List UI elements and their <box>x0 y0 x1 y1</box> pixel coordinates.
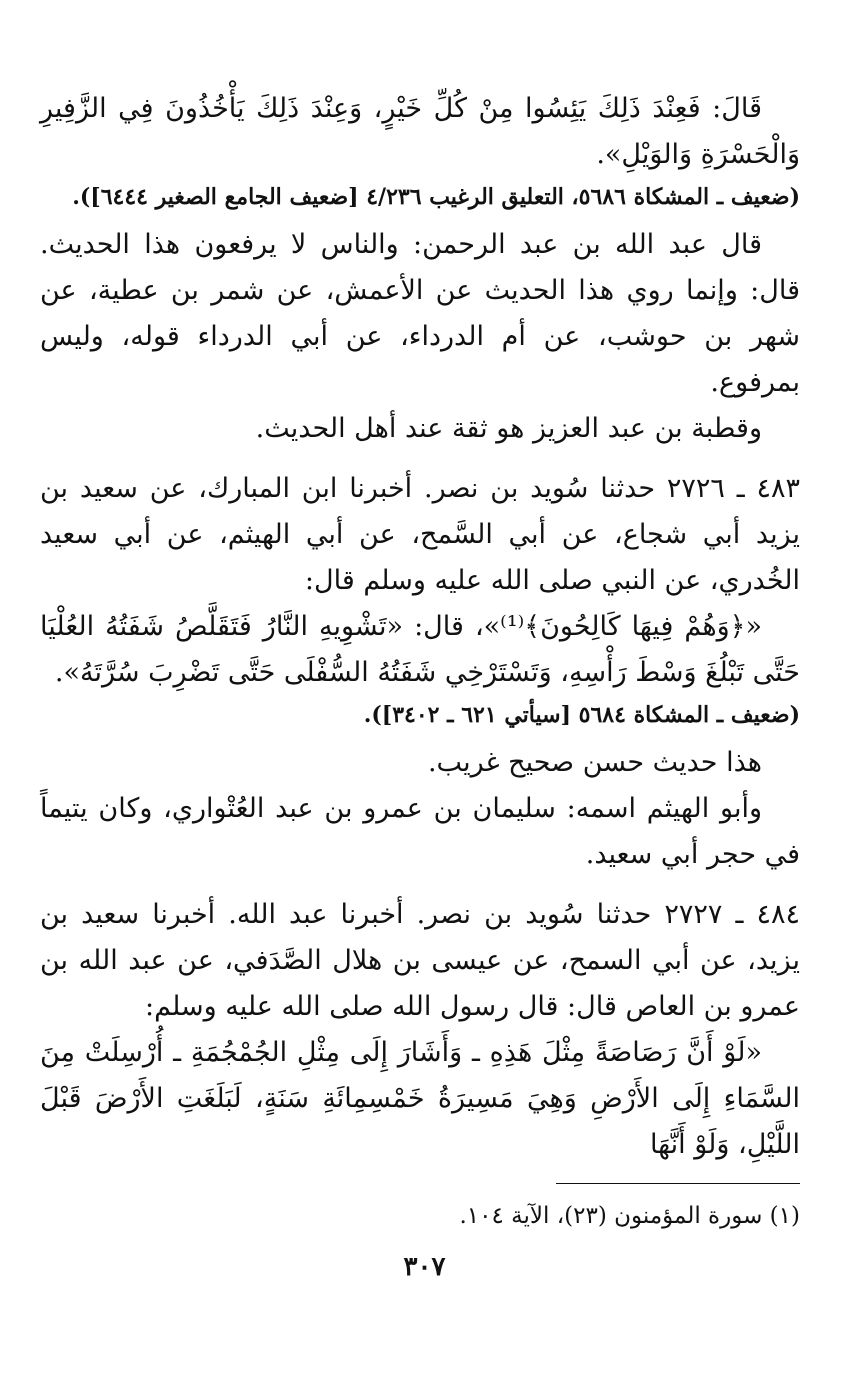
paragraph-narrator-note: وقطبة بن عبد العزيز هو ثقة عند أهل الحديث. <box>255 413 762 444</box>
hadith-483-isnad: ٤٨٣ ـ ٢٧٢٦ حدثنا سُويد بن نصر. أخبرنا ابن المبارك، عن سعيد بن يزيد أبي شجاع، عن أبي السَّمح، عن أبي الهيثم، عن أبي سعيد الخُدري، عن النبي صلى الله عليه وسلم قال: <box>40 473 800 596</box>
paragraph-grading: هذا حديث حسن صحيح غريب. <box>427 747 762 778</box>
paragraph-narrator-note: وأبو الهيثم اسمه: سليمان بن عمرو بن عبد العُتْواري، وكان يتيماً في حجر أبي سعيد. <box>40 793 800 870</box>
spacer <box>40 878 800 892</box>
grading-reference: (ضعيف ـ المشكاة ٥٦٨٦، التعليق الرغيب ٤/٢٣٦ [ضعيف الجامع الصغير ٦٤٤٤]). <box>72 184 800 210</box>
paragraph-commentary: قال عبد الله بن عبد الرحمن: والناس لا يرفعون هذا الحديث. قال: وإنما روي هذا الحديث عن الأعمش، عن شمر بن عطية، عن شهر بن حوشب، عن أم الدرداء، عن أبي الدرداء قوله، وليس بمرفوع. <box>40 229 800 398</box>
footnote: (١) سورة المؤمنون (٢٣)، الآية ١٠٤. <box>459 1203 800 1229</box>
spacer <box>40 452 800 466</box>
grading-reference: (ضعيف ـ المشكاة ٥٦٨٤ [سيأتي ٦٢١ ـ ٣٤٠٢]). <box>363 702 800 728</box>
footnote-divider <box>556 1183 800 1184</box>
hadith-484-isnad: ٤٨٤ ـ ٢٧٢٧ حدثنا سُويد بن نصر. أخبرنا عبد الله. أخبرنا سعيد بن يزيد، عن أبي السمح، عن عيسى بن هلال الصَّدَفي، عن عبد الله بن عمرو بن العاص قال: قال رسول الله صلى الله عليه وسلم: <box>40 899 800 1022</box>
hadith-483-text: «﴿وَهُمْ فِيهَا كَالِحُونَ﴾⁽¹⁾»، قال: «تَشْوِيهِ النَّارُ فَتَقَلَّصُ شَفَتُهُ العُلْيَا حَتَّى تَبْلُغَ وَسْطَ رَأْسِهِ، وَتَسْتَرْخِي شَفَتُهُ السُّفْلَى حَتَّى تَضْرِبَ سُرَّتَهُ». <box>40 611 800 688</box>
hadith-484-text: «لَوْ أَنَّ رَصَاصَةً مِثْلَ هَذِهِ ـ وَأَشَارَ إِلَى مِثْلِ الجُمْجُمَةِ ـ أُرْسِلَتْ مِنَ السَّمَاءِ إِلَى الأَرْضِ وَهِيَ مَسِيرَةُ خَمْسِمِائَةِ سَنَةٍ، لَبَلَغَتِ الأَرْضَ قَبْلَ اللَّيْلِ، وَلَوْ أَنَّهَا <box>40 1037 800 1160</box>
page-number: ٣٠٧ <box>403 1252 446 1282</box>
paragraph-quote-end: قَالَ: فَعِنْدَ ذَلِكَ يَئِسُوا مِنْ كُلِّ خَيْرٍ، وَعِنْدَ ذَلِكَ يَأْخُذُونَ فِي الزَّفِيرِ وَالْحَسْرَةِ وَالوَيْلِ». <box>40 93 800 170</box>
page-body <box>40 86 800 1168</box>
